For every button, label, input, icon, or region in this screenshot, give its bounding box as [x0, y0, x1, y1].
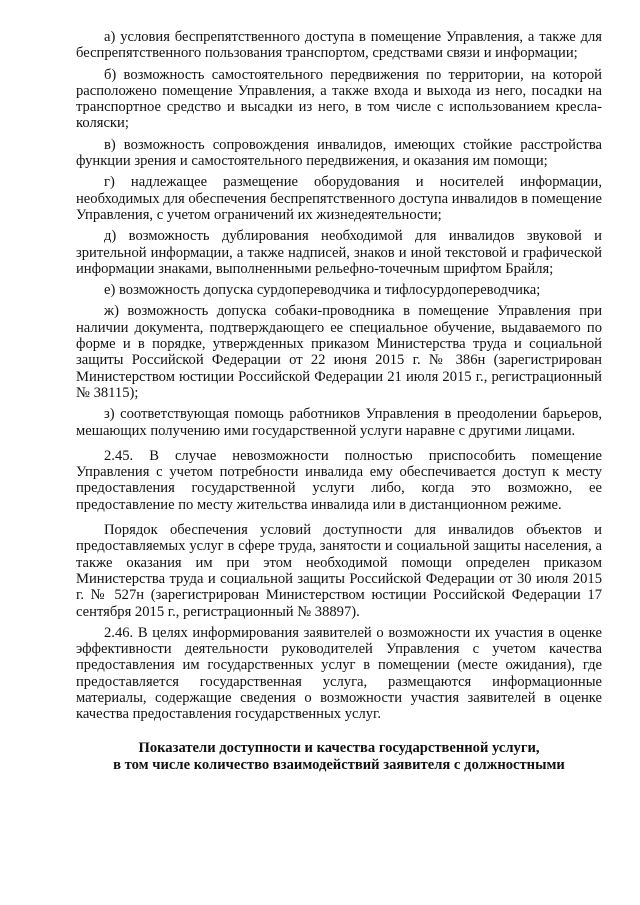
paragraph-d: д) возможность дублирования необходимой для инвалидов звуковой и зрительной информации, а также надписей, знаков и иной текстовой и графической информации знаками, выполненными рельефно-точечным шрифтом Брайля; [76, 228, 602, 277]
paragraph-b: б) возможность самостоятельного передвижения по территории, на которой расположено помещение Управления, а также входа и выхода из него, посадки на транспортное средство и высадки из него, в том числе с использованием кресла-коляски; [76, 66, 602, 132]
section-heading-line-1: Показатели доступности и качества государственной услуги, [138, 739, 540, 756]
paragraph-procedure: Порядок обеспечения условий доступности для инвалидов объектов и предоставляемых услуг в сфере труда, занятости и социальной защиты населения, а также оказания им при этом необходимой помощи определен приказом Министерства труда и социальной защиты Российской Федерации от 30 июля 2015 г. № 527н (зарегистрирован Министерством юстиции Российской Федерации 17 сентября 2015 г., регистрационный № 38897). [76, 522, 602, 620]
paragraph-2-46: 2.46. В целях информирования заявителей о возможности их участия в оценке эффективности деятельности руководителей Управления с учетом качества предоставления им государственных услуг в помещении (месте ожидания), где предоставляется государственная услуга, размещаются информационные материалы, содержащие сведения о возможности участия заявителей в оценке качества предоставления государственных услуг. [76, 624, 602, 723]
paragraph-e: е) возможность допуска сурдопереводчика и тифлосурдопереводчика; [104, 282, 541, 299]
section-heading [76, 740, 602, 774]
paragraph-g: г) надлежащее размещение оборудования и носителей информации, необходимых для обеспечения беспрепятственного доступа инвалидов в помещение Управления, с учетом ограничений их жизнедеятельности; [76, 174, 602, 223]
document-page [76, 29, 602, 774]
paragraph-a: а) условия беспрепятственного доступа в помещение Управления, а также для беспрепятственного пользования транспортом, средствами связи и информации; [76, 29, 602, 62]
paragraph-2-45: 2.45. В случае невозможности полностью приспособить помещение Управления с учетом потребности инвалида ему обеспечивается доступ к месту предоставления государственной услуги либо, когда это возможно, ее предоставление по месту жительства инвалида или в дистанционном режиме. [76, 447, 602, 513]
paragraph-v: в) возможность сопровождения инвалидов, имеющих стойкие расстройства функции зрения и самостоятельного передвижения, и оказания им помощи; [76, 136, 602, 170]
section-heading-line-2: в том числе количество взаимодействий заявителя с должностными [113, 756, 565, 773]
paragraph-zh: ж) возможность допуска собаки-проводника в помещение Управления при наличии документа, подтверждающего ее специальное обучение, выдаваемого по форме и в порядке, утвержденных приказом Министерства труда и социальной защиты Российской Федерации от 22 июня 2015 г. № 386н (зарегистрирован Министерством юстиции Российской Федерации 21 июля 2015 г., регистрационный № 38115); [76, 303, 602, 401]
paragraph-z: з) соответствующая помощь работников Управления в преодолении барьеров, мешающих получению ими государственной услуги наравне с другими лицами. [76, 406, 602, 439]
